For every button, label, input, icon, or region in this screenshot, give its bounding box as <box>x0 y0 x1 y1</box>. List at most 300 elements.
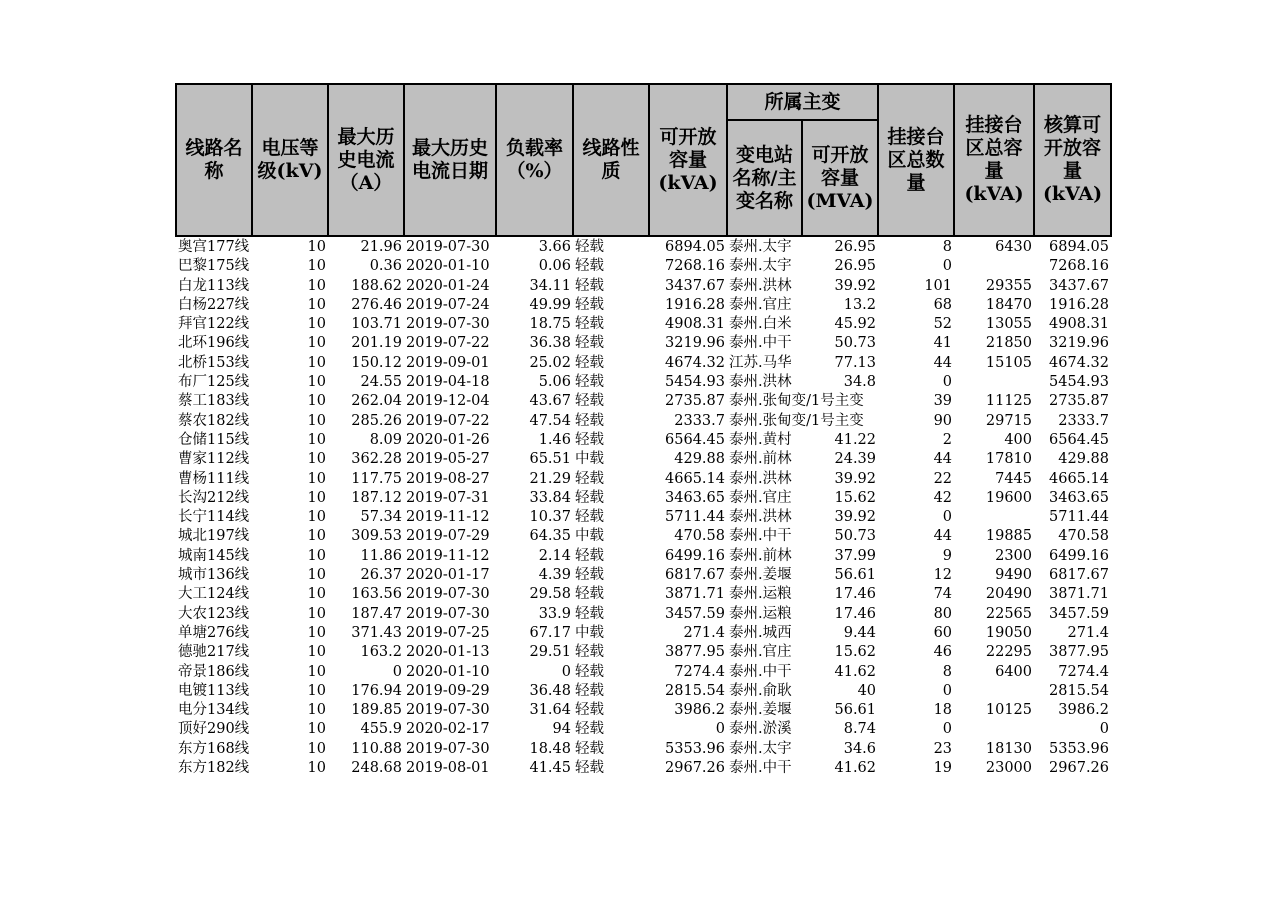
cell-line-name[interactable]: 城北197线 <box>178 528 250 545</box>
cell-voltage[interactable]: 10 <box>307 740 326 757</box>
cell-area-total-capacity[interactable]: 9490 <box>995 567 1033 584</box>
cell-open-capacity[interactable]: 3986.2 <box>674 702 725 719</box>
cell-area-total-capacity[interactable]: 6400 <box>995 663 1033 680</box>
cell-transformer-open-capacity[interactable]: 41.62 <box>834 663 877 680</box>
cell-load-rate[interactable]: 29.58 <box>529 586 571 603</box>
cell-open-capacity[interactable]: 6894.05 <box>665 239 725 255</box>
cell-load-rate[interactable]: 33.84 <box>529 489 571 506</box>
cell-station-name[interactable]: 泰州.俞耿 <box>729 682 792 699</box>
cell-transformer-open-capacity[interactable]: 24.39 <box>834 451 877 468</box>
cell-area-total-capacity[interactable]: 20490 <box>985 586 1033 603</box>
cell-voltage[interactable]: 10 <box>307 702 326 719</box>
cell-max-current[interactable]: 21.96 <box>360 239 402 255</box>
cell-station-name[interactable]: 泰州.姜堰 <box>729 702 792 719</box>
table-row[interactable] <box>176 315 1111 334</box>
cell-line-name[interactable]: 城南145线 <box>178 547 250 564</box>
cell-line-name[interactable]: 北环196线 <box>178 335 250 352</box>
cell-line-nature[interactable]: 中载 <box>575 528 604 545</box>
cell-station-name[interactable]: 泰州.张甸变/1号主变 <box>729 412 864 429</box>
cell-transformer-open-capacity[interactable]: 41.62 <box>834 760 877 777</box>
cell-max-current-date[interactable]: 2020-01-24 <box>406 277 490 294</box>
cell-transformer-open-capacity[interactable]: 39.92 <box>834 470 877 487</box>
cell-area-total-capacity[interactable]: 19600 <box>985 489 1033 506</box>
cell-line-name[interactable]: 曹家112线 <box>178 451 250 468</box>
cell-line-name[interactable]: 大工124线 <box>178 586 250 603</box>
cell-area-count[interactable]: 8 <box>942 663 953 680</box>
table-row[interactable] <box>176 605 1111 624</box>
cell-transformer-open-capacity[interactable]: 37.99 <box>834 547 877 564</box>
cell-load-rate[interactable]: 5.06 <box>538 374 571 391</box>
cell-calc-open-capacity[interactable]: 4908.31 <box>1049 316 1110 333</box>
cell-area-total-capacity[interactable]: 22565 <box>985 605 1033 622</box>
header-voltage[interactable]: 电压等级(kV) <box>252 84 328 236</box>
cell-line-nature[interactable]: 轻载 <box>575 740 604 757</box>
cell-line-name[interactable]: 电分134线 <box>178 702 250 719</box>
cell-max-current-date[interactable]: 2019-07-22 <box>406 335 490 352</box>
table-row[interactable] <box>176 624 1111 643</box>
cell-load-rate[interactable]: 47.54 <box>529 412 571 429</box>
cell-max-current-date[interactable]: 2019-04-18 <box>406 374 490 391</box>
cell-station-name[interactable]: 泰州.官庄 <box>729 644 792 661</box>
cell-area-total-capacity[interactable] <box>954 373 1034 392</box>
cell-line-nature[interactable]: 轻载 <box>575 489 604 506</box>
cell-area-total-capacity[interactable] <box>954 682 1034 701</box>
cell-area-count[interactable]: 44 <box>933 451 953 468</box>
cell-max-current-date[interactable]: 2020-02-17 <box>406 721 490 738</box>
cell-max-current[interactable]: 163.56 <box>351 586 402 603</box>
cell-line-nature[interactable]: 轻载 <box>575 354 604 371</box>
cell-transformer-open-capacity[interactable]: 39.92 <box>834 509 877 526</box>
cell-load-rate[interactable]: 36.38 <box>529 335 571 352</box>
cell-transformer-open-capacity[interactable]: 26.95 <box>834 239 877 255</box>
cell-voltage[interactable]: 10 <box>307 258 326 275</box>
cell-max-current-date[interactable]: 2019-07-22 <box>406 412 490 429</box>
cell-line-name[interactable]: 大农123线 <box>178 605 250 622</box>
cell-open-capacity[interactable]: 3437.67 <box>665 277 725 294</box>
cell-load-rate[interactable]: 29.51 <box>529 644 571 661</box>
cell-open-capacity[interactable]: 429.88 <box>674 451 725 468</box>
cell-station-name[interactable]: 泰州.运粮 <box>729 605 792 622</box>
cell-area-total-capacity[interactable]: 15105 <box>985 354 1033 371</box>
cell-voltage[interactable]: 10 <box>307 663 326 680</box>
cell-line-name[interactable]: 蔡工183线 <box>178 393 250 410</box>
cell-calc-open-capacity[interactable]: 7274.4 <box>1058 663 1110 680</box>
cell-max-current[interactable]: 176.94 <box>351 682 402 699</box>
cell-max-current-date[interactable]: 2019-07-30 <box>406 605 490 622</box>
header-open-capacity[interactable]: 可开放容量(kVA) <box>649 84 727 236</box>
cell-load-rate[interactable]: 64.35 <box>529 528 571 545</box>
cell-area-count[interactable]: 68 <box>933 296 953 313</box>
cell-area-total-capacity[interactable]: 6430 <box>995 239 1033 255</box>
cell-max-current-date[interactable]: 2019-07-29 <box>406 528 490 545</box>
table-row[interactable] <box>176 643 1111 662</box>
cell-max-current[interactable]: 248.68 <box>351 760 402 777</box>
cell-line-nature[interactable]: 轻载 <box>575 605 604 622</box>
cell-area-count[interactable]: 39 <box>933 393 953 410</box>
table-row[interactable] <box>176 277 1111 296</box>
cell-area-count[interactable]: 74 <box>933 586 953 603</box>
cell-voltage[interactable]: 10 <box>307 335 326 352</box>
cell-area-count[interactable]: 41 <box>933 335 953 352</box>
cell-station-name[interactable]: 泰州.中干 <box>729 335 792 352</box>
cell-calc-open-capacity[interactable]: 429.88 <box>1058 451 1110 468</box>
cell-open-capacity[interactable]: 6564.45 <box>665 431 725 448</box>
table-row[interactable] <box>176 296 1111 315</box>
cell-calc-open-capacity[interactable]: 3219.96 <box>1049 335 1110 352</box>
cell-open-capacity[interactable]: 2333.7 <box>674 412 725 429</box>
cell-open-capacity[interactable]: 6817.67 <box>665 567 725 584</box>
cell-transformer-open-capacity[interactable]: 40 <box>857 682 877 699</box>
cell-line-name[interactable]: 拜官122线 <box>178 316 250 333</box>
cell-area-count[interactable]: 90 <box>933 412 953 429</box>
cell-open-capacity[interactable]: 271.4 <box>683 624 725 641</box>
cell-transformer-open-capacity[interactable]: 45.92 <box>834 316 877 333</box>
cell-open-capacity[interactable]: 3219.96 <box>665 335 725 352</box>
cell-calc-open-capacity[interactable]: 2967.26 <box>1049 760 1110 777</box>
cell-load-rate[interactable]: 10.37 <box>529 509 571 526</box>
cell-area-count[interactable]: 46 <box>933 644 953 661</box>
header-max-current-date[interactable]: 最大历史电流日期 <box>404 84 496 236</box>
cell-open-capacity[interactable]: 3463.65 <box>665 489 725 506</box>
cell-line-nature[interactable]: 轻载 <box>575 393 604 410</box>
cell-load-rate[interactable]: 25.02 <box>529 354 571 371</box>
cell-load-rate[interactable]: 31.64 <box>529 702 571 719</box>
cell-area-total-capacity[interactable]: 17810 <box>985 451 1033 468</box>
cell-station-name[interactable]: 泰州.白米 <box>729 316 792 333</box>
cell-area-count[interactable]: 0 <box>942 374 953 391</box>
cell-station-name[interactable]: 泰州.中干 <box>729 528 792 545</box>
cell-calc-open-capacity[interactable]: 3871.71 <box>1049 586 1110 603</box>
cell-station-name[interactable]: 泰州.太宇 <box>729 740 792 757</box>
cell-calc-open-capacity[interactable]: 0 <box>1099 721 1110 738</box>
cell-line-name[interactable]: 顶好290线 <box>178 721 250 738</box>
cell-load-rate[interactable]: 94 <box>552 721 571 738</box>
cell-max-current[interactable]: 455.9 <box>360 721 402 738</box>
table-row[interactable] <box>176 412 1111 431</box>
cell-voltage[interactable]: 10 <box>307 470 326 487</box>
cell-station-name[interactable]: 泰州.前林 <box>729 451 792 468</box>
cell-line-nature[interactable]: 中载 <box>575 451 604 468</box>
cell-area-total-capacity[interactable]: 29715 <box>985 412 1033 429</box>
cell-area-total-capacity[interactable]: 10125 <box>985 702 1033 719</box>
table-row[interactable] <box>176 566 1111 585</box>
cell-line-name[interactable]: 巴黎175线 <box>178 258 250 275</box>
cell-line-name[interactable]: 长宁114线 <box>178 509 250 526</box>
cell-area-count[interactable]: 44 <box>933 528 953 545</box>
cell-area-total-capacity[interactable] <box>954 720 1034 739</box>
cell-line-name[interactable]: 北桥153线 <box>178 354 250 371</box>
cell-line-name[interactable]: 德驰217线 <box>178 644 250 661</box>
cell-line-nature[interactable]: 轻载 <box>575 431 604 448</box>
cell-load-rate[interactable]: 33.9 <box>538 605 571 622</box>
cell-calc-open-capacity[interactable]: 6817.67 <box>1049 567 1110 584</box>
cell-max-current[interactable]: 150.12 <box>351 354 402 371</box>
cell-max-current-date[interactable]: 2019-12-04 <box>406 393 490 410</box>
cell-line-nature[interactable]: 轻载 <box>575 644 604 661</box>
cell-station-name[interactable]: 泰州.中干 <box>729 760 792 777</box>
table-row[interactable] <box>176 508 1111 527</box>
table-row[interactable] <box>176 354 1111 373</box>
cell-voltage[interactable]: 10 <box>307 354 326 371</box>
cell-line-nature[interactable]: 轻载 <box>575 509 604 526</box>
cell-load-rate[interactable]: 21.29 <box>529 470 571 487</box>
cell-open-capacity[interactable]: 0 <box>715 721 725 738</box>
cell-station-name[interactable]: 泰州.洪林 <box>729 374 792 391</box>
table-row[interactable] <box>176 236 1111 257</box>
cell-station-name[interactable]: 泰州.黄村 <box>729 431 792 448</box>
cell-line-nature[interactable]: 轻载 <box>575 663 604 680</box>
cell-voltage[interactable]: 10 <box>307 760 326 777</box>
cell-transformer-open-capacity[interactable]: 17.46 <box>834 605 877 622</box>
cell-open-capacity[interactable]: 3877.95 <box>665 644 725 661</box>
cell-voltage[interactable]: 10 <box>307 239 326 255</box>
cell-max-current[interactable]: 8.09 <box>369 431 402 448</box>
cell-max-current-date[interactable]: 2020-01-17 <box>406 567 490 584</box>
cell-load-rate[interactable]: 2.14 <box>538 547 571 564</box>
cell-area-count[interactable]: 9 <box>942 547 953 564</box>
cell-area-count[interactable]: 2 <box>942 431 953 448</box>
cell-max-current-date[interactable]: 2019-07-30 <box>406 702 490 719</box>
cell-open-capacity[interactable]: 470.58 <box>674 528 725 545</box>
cell-line-nature[interactable]: 轻载 <box>575 702 604 719</box>
cell-station-name[interactable]: 泰州.城西 <box>729 624 792 641</box>
cell-area-count[interactable]: 44 <box>933 354 953 371</box>
cell-transformer-open-capacity[interactable]: 13.2 <box>843 296 877 313</box>
cell-line-nature[interactable]: 轻载 <box>575 412 604 429</box>
cell-area-total-capacity[interactable]: 19885 <box>985 528 1033 545</box>
cell-calc-open-capacity[interactable]: 2735.87 <box>1049 393 1110 410</box>
cell-station-name[interactable]: 江苏.马华 <box>729 354 792 371</box>
cell-calc-open-capacity[interactable]: 4665.14 <box>1049 470 1110 487</box>
cell-calc-open-capacity[interactable]: 4674.32 <box>1049 354 1110 371</box>
cell-load-rate[interactable]: 49.99 <box>529 296 571 313</box>
cell-voltage[interactable]: 10 <box>307 528 326 545</box>
cell-open-capacity[interactable]: 3457.59 <box>665 605 725 622</box>
cell-voltage[interactable]: 10 <box>307 489 326 506</box>
cell-open-capacity[interactable]: 3871.71 <box>665 586 725 603</box>
cell-transformer-open-capacity[interactable]: 34.6 <box>843 740 877 757</box>
cell-voltage[interactable]: 10 <box>307 644 326 661</box>
cell-max-current-date[interactable]: 2019-08-01 <box>406 760 490 777</box>
cell-max-current[interactable]: 276.46 <box>351 296 402 313</box>
cell-line-name[interactable]: 电镀113线 <box>178 682 250 699</box>
cell-station-name[interactable]: 泰州.前林 <box>729 547 792 564</box>
cell-station-name[interactable]: 泰州.洪林 <box>729 509 792 526</box>
cell-line-name[interactable]: 东方182线 <box>178 760 250 777</box>
cell-max-current-date[interactable]: 2019-07-25 <box>406 624 490 641</box>
cell-calc-open-capacity[interactable]: 1916.28 <box>1049 296 1110 313</box>
table-row[interactable] <box>176 740 1111 759</box>
cell-transformer-open-capacity[interactable]: 39.92 <box>834 277 877 294</box>
table-row[interactable] <box>176 431 1111 450</box>
cell-open-capacity[interactable]: 6499.16 <box>665 547 725 564</box>
cell-max-current[interactable]: 117.75 <box>351 470 402 487</box>
cell-line-name[interactable]: 白龙113线 <box>178 277 250 294</box>
cell-transformer-open-capacity[interactable]: 41.22 <box>834 431 877 448</box>
cell-load-rate[interactable]: 18.75 <box>529 316 571 333</box>
cell-open-capacity[interactable]: 2735.87 <box>665 393 725 410</box>
cell-calc-open-capacity[interactable]: 3457.59 <box>1049 605 1110 622</box>
cell-transformer-open-capacity[interactable]: 50.73 <box>834 335 877 352</box>
cell-line-nature[interactable]: 轻载 <box>575 335 604 352</box>
table-row[interactable] <box>176 334 1111 353</box>
cell-area-count[interactable]: 0 <box>942 682 953 699</box>
cell-max-current[interactable]: 262.04 <box>351 393 402 410</box>
cell-voltage[interactable]: 10 <box>307 509 326 526</box>
cell-calc-open-capacity[interactable]: 3877.95 <box>1049 644 1110 661</box>
cell-line-name[interactable]: 仓储115线 <box>178 431 250 448</box>
cell-line-name[interactable]: 单塘276线 <box>178 624 250 641</box>
cell-station-name[interactable]: 泰州.太宇 <box>729 239 792 255</box>
cell-area-count[interactable]: 18 <box>933 702 953 719</box>
cell-line-name[interactable]: 城市136线 <box>178 567 250 584</box>
cell-line-nature[interactable]: 轻载 <box>575 586 604 603</box>
cell-line-name[interactable]: 帝景186线 <box>178 663 250 680</box>
cell-area-count[interactable]: 8 <box>942 239 953 255</box>
cell-station-name[interactable]: 泰州.洪林 <box>729 470 792 487</box>
cell-station-name[interactable]: 泰州.官庄 <box>729 296 792 313</box>
cell-area-count[interactable]: 0 <box>942 258 953 275</box>
cell-max-current[interactable]: 201.19 <box>351 335 402 352</box>
table-row[interactable] <box>176 392 1111 411</box>
cell-max-current-date[interactable]: 2019-07-30 <box>406 740 490 757</box>
cell-calc-open-capacity[interactable]: 5454.93 <box>1049 374 1110 391</box>
cell-line-name[interactable]: 奥宫177线 <box>178 239 250 255</box>
cell-station-name[interactable]: 泰州.官庄 <box>729 489 792 506</box>
cell-station-name[interactable]: 泰州.太宇 <box>729 258 792 275</box>
cell-area-count[interactable]: 60 <box>933 624 953 641</box>
cell-line-name[interactable]: 东方168线 <box>178 740 250 757</box>
table-row[interactable] <box>176 527 1111 546</box>
cell-line-nature[interactable]: 轻载 <box>575 760 604 777</box>
cell-station-name[interactable]: 泰州.中干 <box>729 663 792 680</box>
cell-transformer-open-capacity[interactable]: 17.46 <box>834 586 877 603</box>
cell-area-count[interactable]: 0 <box>942 721 953 738</box>
cell-area-count[interactable]: 101 <box>924 277 953 294</box>
header-max-current[interactable]: 最大历史电流（A） <box>328 84 404 236</box>
table-row[interactable] <box>176 663 1111 682</box>
cell-max-current-date[interactable]: 2019-07-31 <box>406 489 490 506</box>
cell-max-current[interactable]: 0.36 <box>369 258 402 275</box>
table-row[interactable] <box>176 682 1111 701</box>
cell-load-rate[interactable]: 3.66 <box>538 239 571 255</box>
cell-line-nature[interactable]: 轻载 <box>575 277 604 294</box>
cell-max-current[interactable]: 285.26 <box>351 412 402 429</box>
cell-area-total-capacity[interactable]: 22295 <box>985 644 1033 661</box>
cell-line-name[interactable]: 布厂125线 <box>178 374 250 391</box>
cell-station-name[interactable]: 泰州.洪林 <box>729 277 792 294</box>
cell-load-rate[interactable]: 1.46 <box>538 431 571 448</box>
cell-area-total-capacity[interactable]: 23000 <box>985 760 1033 777</box>
cell-transformer-open-capacity[interactable]: 77.13 <box>834 354 877 371</box>
cell-max-current-date[interactable]: 2019-07-30 <box>406 316 490 333</box>
cell-voltage[interactable]: 10 <box>307 431 326 448</box>
cell-calc-open-capacity[interactable]: 271.4 <box>1067 624 1110 641</box>
cell-area-count[interactable]: 12 <box>933 567 953 584</box>
cell-transformer-open-capacity[interactable]: 15.62 <box>834 489 877 506</box>
cell-open-capacity[interactable]: 2967.26 <box>665 760 725 777</box>
table-row[interactable] <box>176 470 1111 489</box>
table-row[interactable] <box>176 585 1111 604</box>
cell-line-nature[interactable]: 轻载 <box>575 470 604 487</box>
cell-max-current-date[interactable]: 2019-09-29 <box>406 682 490 699</box>
cell-line-nature[interactable]: 轻载 <box>575 682 604 699</box>
cell-calc-open-capacity[interactable]: 6499.16 <box>1049 547 1110 564</box>
cell-voltage[interactable]: 10 <box>307 624 326 641</box>
cell-voltage[interactable]: 10 <box>307 393 326 410</box>
cell-calc-open-capacity[interactable]: 2333.7 <box>1058 412 1110 429</box>
header-main-transformer-group[interactable]: 所属主变 <box>727 84 878 120</box>
cell-line-nature[interactable]: 轻载 <box>575 316 604 333</box>
cell-open-capacity[interactable]: 4674.32 <box>665 354 725 371</box>
cell-open-capacity[interactable]: 7274.4 <box>674 663 725 680</box>
cell-voltage[interactable]: 10 <box>307 296 326 313</box>
cell-max-current[interactable]: 26.37 <box>360 567 402 584</box>
cell-max-current[interactable]: 11.86 <box>360 547 402 564</box>
table-row[interactable] <box>176 450 1111 469</box>
cell-calc-open-capacity[interactable]: 3986.2 <box>1058 702 1110 719</box>
cell-voltage[interactable]: 10 <box>307 547 326 564</box>
cell-transformer-open-capacity[interactable]: 56.61 <box>834 702 877 719</box>
cell-area-total-capacity[interactable]: 18470 <box>985 296 1033 313</box>
cell-open-capacity[interactable]: 4908.31 <box>665 316 725 333</box>
cell-area-count[interactable]: 19 <box>933 760 953 777</box>
cell-station-name[interactable]: 泰州.运粮 <box>729 586 792 603</box>
cell-calc-open-capacity[interactable]: 470.58 <box>1058 528 1110 545</box>
cell-max-current[interactable]: 189.85 <box>351 702 402 719</box>
table-row[interactable] <box>176 720 1111 739</box>
cell-load-rate[interactable]: 18.48 <box>529 740 571 757</box>
cell-calc-open-capacity[interactable]: 3463.65 <box>1049 489 1110 506</box>
cell-line-nature[interactable]: 轻载 <box>575 547 604 564</box>
cell-voltage[interactable]: 10 <box>307 605 326 622</box>
cell-area-count[interactable]: 52 <box>933 316 953 333</box>
header-area-count[interactable]: 挂接台区总数量 <box>878 84 954 236</box>
cell-max-current-date[interactable]: 2020-01-26 <box>406 431 490 448</box>
cell-calc-open-capacity[interactable]: 6894.05 <box>1049 239 1110 255</box>
cell-open-capacity[interactable]: 4665.14 <box>665 470 725 487</box>
cell-load-rate[interactable]: 0.06 <box>538 258 571 275</box>
cell-load-rate[interactable]: 0 <box>561 663 571 680</box>
cell-station-name[interactable]: 泰州.姜堰 <box>729 567 792 584</box>
cell-transformer-open-capacity[interactable]: 15.62 <box>834 644 877 661</box>
header-load-rate[interactable]: 负载率（%） <box>496 84 573 236</box>
cell-line-nature[interactable]: 轻载 <box>575 258 604 275</box>
cell-open-capacity[interactable]: 2815.54 <box>665 682 725 699</box>
cell-line-nature[interactable]: 中载 <box>575 624 604 641</box>
cell-area-total-capacity[interactable]: 7445 <box>995 470 1033 487</box>
cell-max-current[interactable]: 24.55 <box>360 374 402 391</box>
cell-max-current-date[interactable]: 2020-01-10 <box>406 663 490 680</box>
header-station-name[interactable]: 变电站名称/主变名称 <box>727 120 802 236</box>
cell-area-count[interactable]: 23 <box>933 740 953 757</box>
cell-calc-open-capacity[interactable]: 2815.54 <box>1049 682 1110 699</box>
header-transformer-open-capacity[interactable]: 可开放容量(MVA) <box>802 120 878 236</box>
cell-load-rate[interactable]: 34.11 <box>529 277 571 294</box>
cell-voltage[interactable]: 10 <box>307 682 326 699</box>
cell-max-current[interactable]: 309.53 <box>351 528 402 545</box>
cell-load-rate[interactable]: 43.67 <box>529 393 571 410</box>
cell-max-current[interactable]: 187.47 <box>351 605 402 622</box>
cell-calc-open-capacity[interactable]: 6564.45 <box>1049 431 1110 448</box>
cell-station-name[interactable]: 泰州.淤溪 <box>729 721 792 738</box>
cell-max-current[interactable]: 163.2 <box>360 644 402 661</box>
cell-max-current[interactable]: 188.62 <box>351 277 402 294</box>
cell-transformer-open-capacity[interactable]: 8.74 <box>843 721 877 738</box>
cell-area-total-capacity[interactable]: 400 <box>1004 431 1033 448</box>
cell-open-capacity[interactable]: 5353.96 <box>665 740 725 757</box>
cell-calc-open-capacity[interactable]: 7268.16 <box>1049 258 1110 275</box>
